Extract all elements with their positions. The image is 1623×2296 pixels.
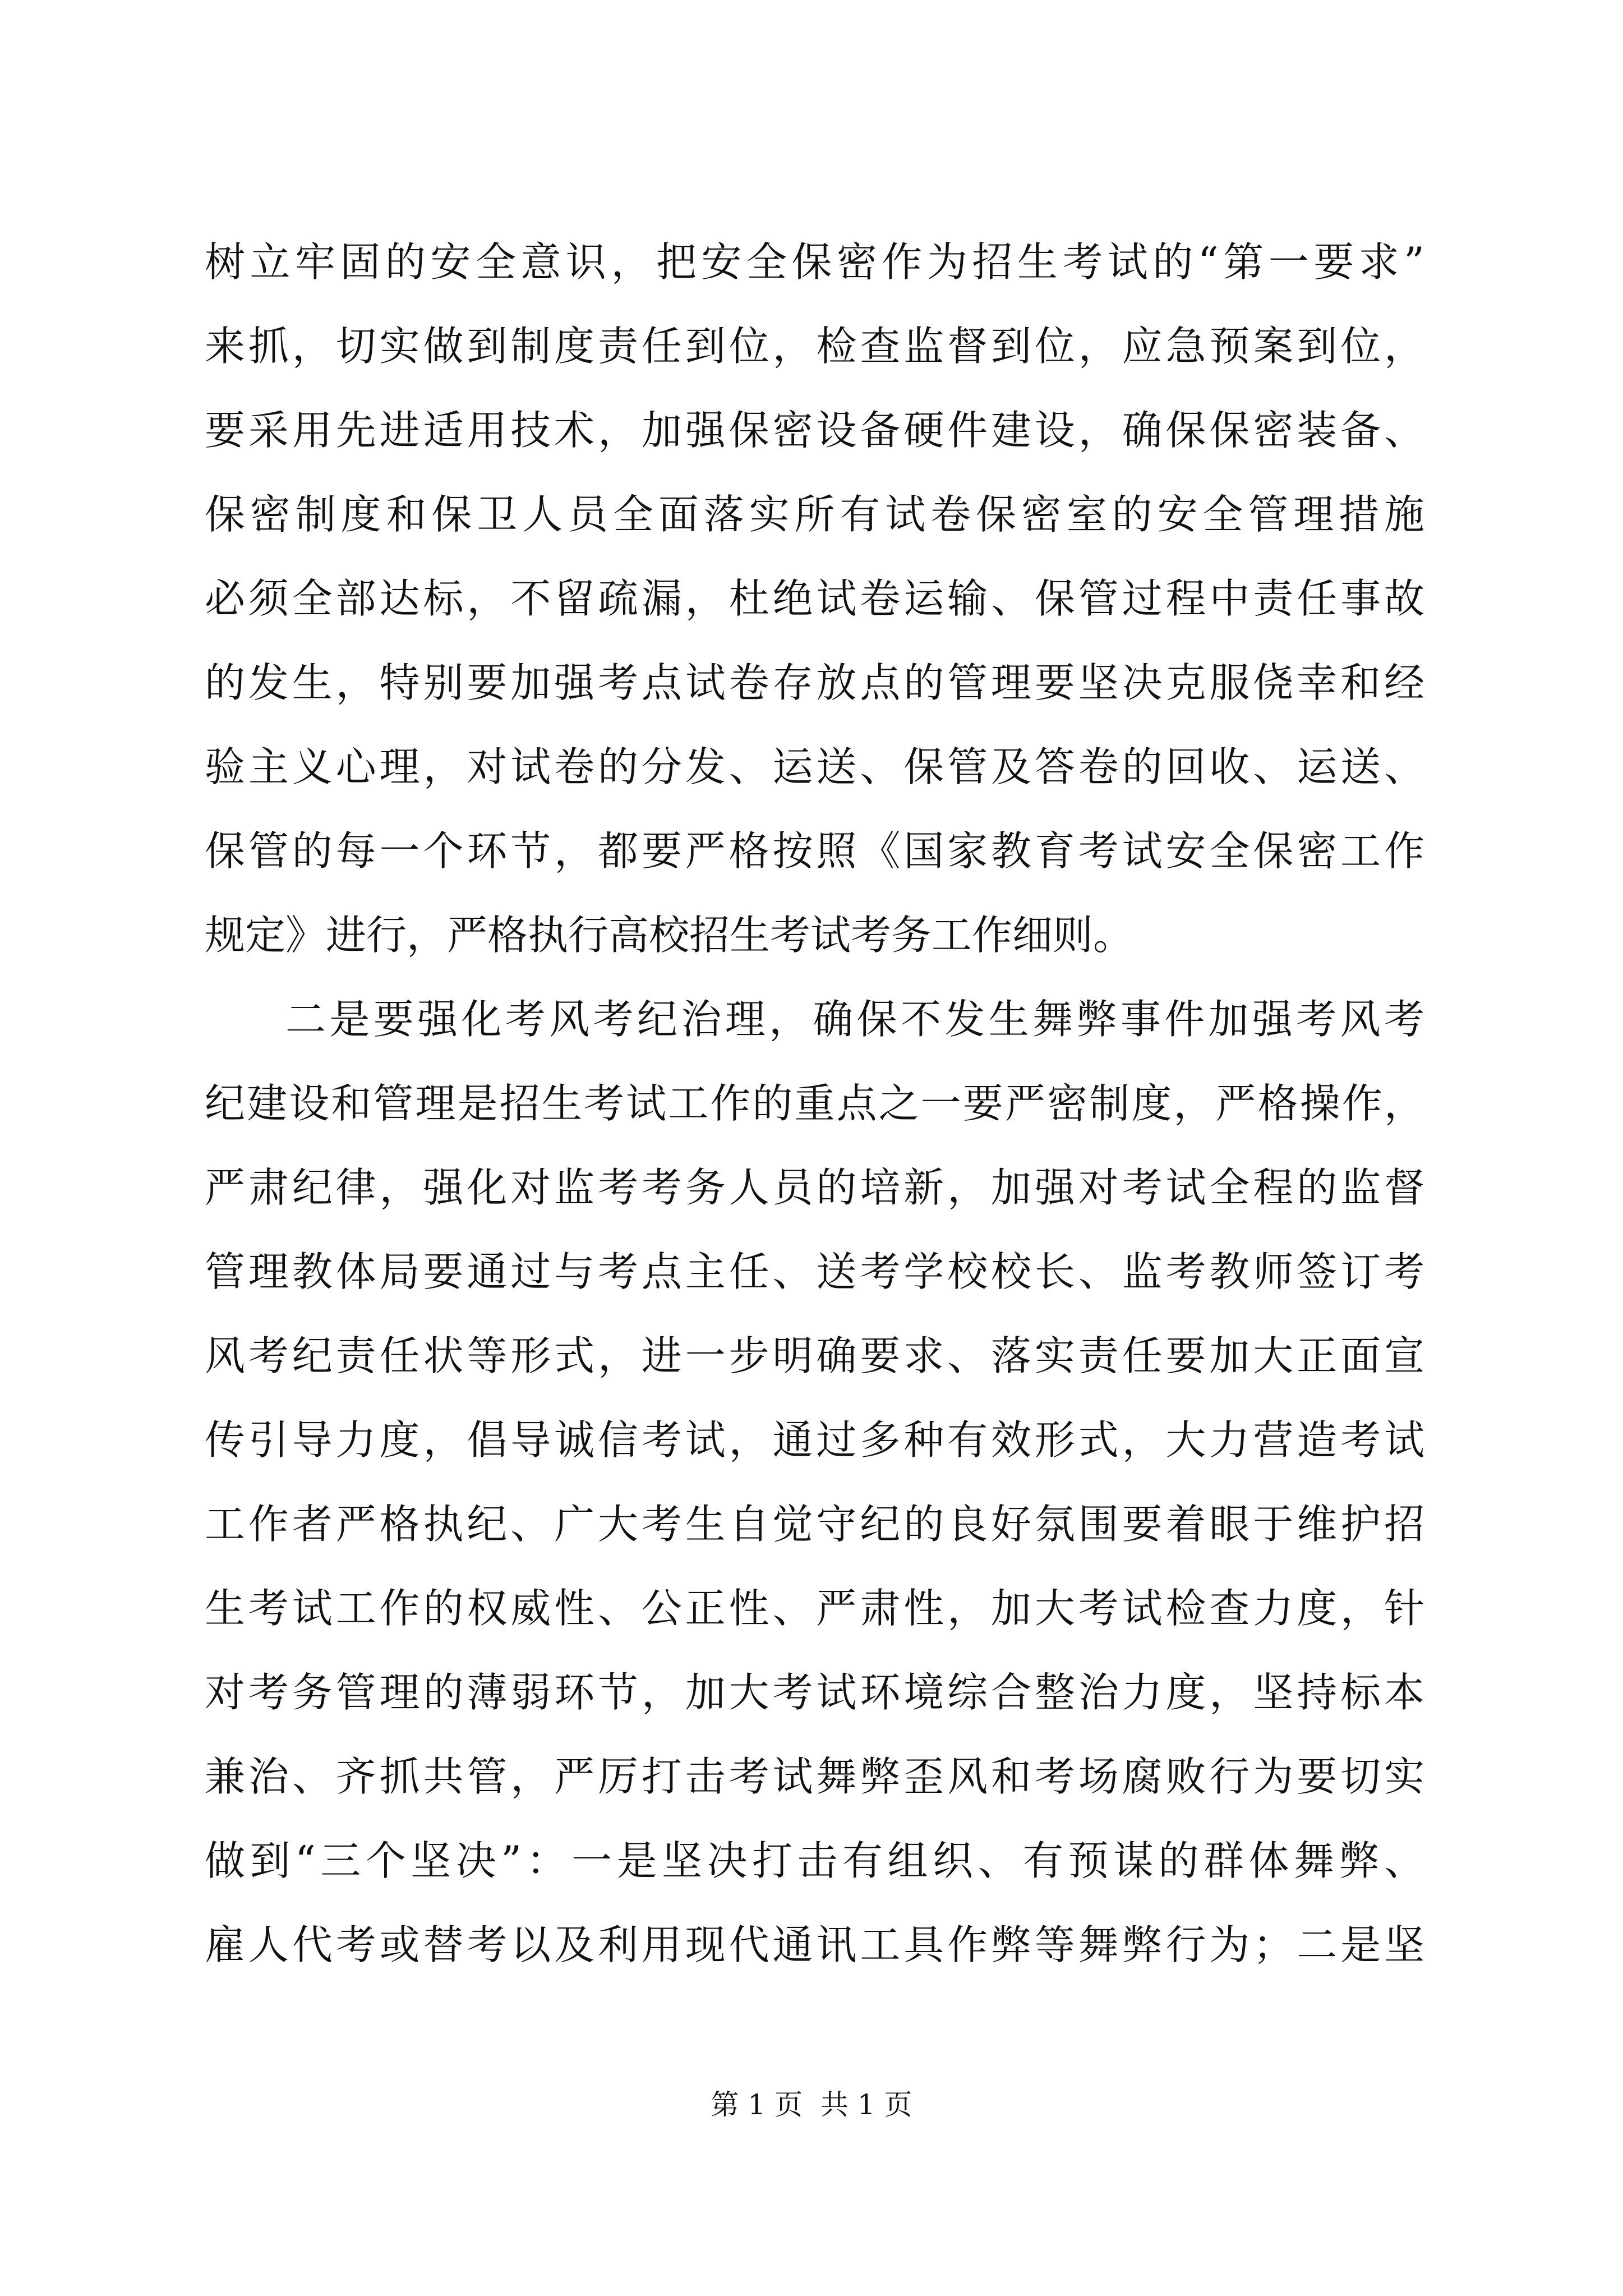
text-line: 纪建设和管理是招生考试工作的重点之一要严密制度，严格操作， <box>205 1080 1424 1127</box>
text-line: 做到“三个坚决”：一是坚决打击有组织、有预谋的群体舞弊、 <box>205 1837 1424 1884</box>
text-line: 二是要强化考风考纪治理，确保不发生舞弊事件加强考风考 <box>285 996 1424 1043</box>
text-line: 的发生，特别要加强考点试卷存放点的管理要坚决克服侥幸和经 <box>205 659 1424 706</box>
text-line: 工作者严格执纪、广大考生自觉守纪的良好氛围要着眼于维护招 <box>205 1501 1424 1548</box>
text-line: 保管的每一个环节，都要严格按照《国家教育考试安全保密工作 <box>205 827 1424 875</box>
text-line: 保密制度和保卫人员全面落实所有试卷保密室的安全管理措施 <box>205 491 1424 538</box>
text-line: 传引导力度，倡导诚信考试，通过多种有效形式，大力营造考试 <box>205 1416 1424 1464</box>
text-line: 要采用先进适用技术，加强保密设备硬件建设，确保保密装备、 <box>205 407 1424 454</box>
text-line: 兼治、齐抓共管，严厉打击考试舞弊歪风和考场腐败行为要切实 <box>205 1753 1424 1800</box>
text-line: 必须全部达标，不留疏漏，杜绝试卷运输、保管过程中责任事故 <box>205 575 1424 622</box>
text-line: 规定》进行，严格执行高校招生考试考务工作细则。 <box>205 912 1134 959</box>
paragraph-1 <box>205 220 1424 977</box>
text-line: 管理教体局要通过与考点主任、送考学校校长、监考教师签订考 <box>205 1248 1424 1295</box>
document-body <box>205 220 1424 1987</box>
text-line: 树立牢固的安全意识，把安全保密作为招生考试的“第一要求” <box>205 238 1424 286</box>
text-line: 风考纪责任状等形式，进一步明确要求、落实责任要加大正面宣 <box>205 1332 1424 1379</box>
text-line: 来抓，切实做到制度责任到位，检查监督到位，应急预案到位， <box>205 323 1424 370</box>
paragraph-2 <box>205 977 1424 1987</box>
text-line: 对考务管理的薄弱环节，加大考试环境综合整治力度，坚持标本 <box>205 1669 1424 1716</box>
text-line: 严肃纪律，强化对监考考务人员的培新，加强对考试全程的监督 <box>205 1164 1424 1211</box>
page-number-footer: 第 1 页 共 1 页 <box>711 2088 912 2121</box>
text-line: 生考试工作的权威性、公正性、严肃性，加大考试检查力度，针 <box>205 1585 1424 1632</box>
text-line: 雇人代考或替考以及利用现代通讯工具作弊等舞弊行为；二是坚 <box>205 1921 1424 1968</box>
text-line: 验主义心理，对试卷的分发、运送、保管及答卷的回收、运送、 <box>205 743 1424 790</box>
